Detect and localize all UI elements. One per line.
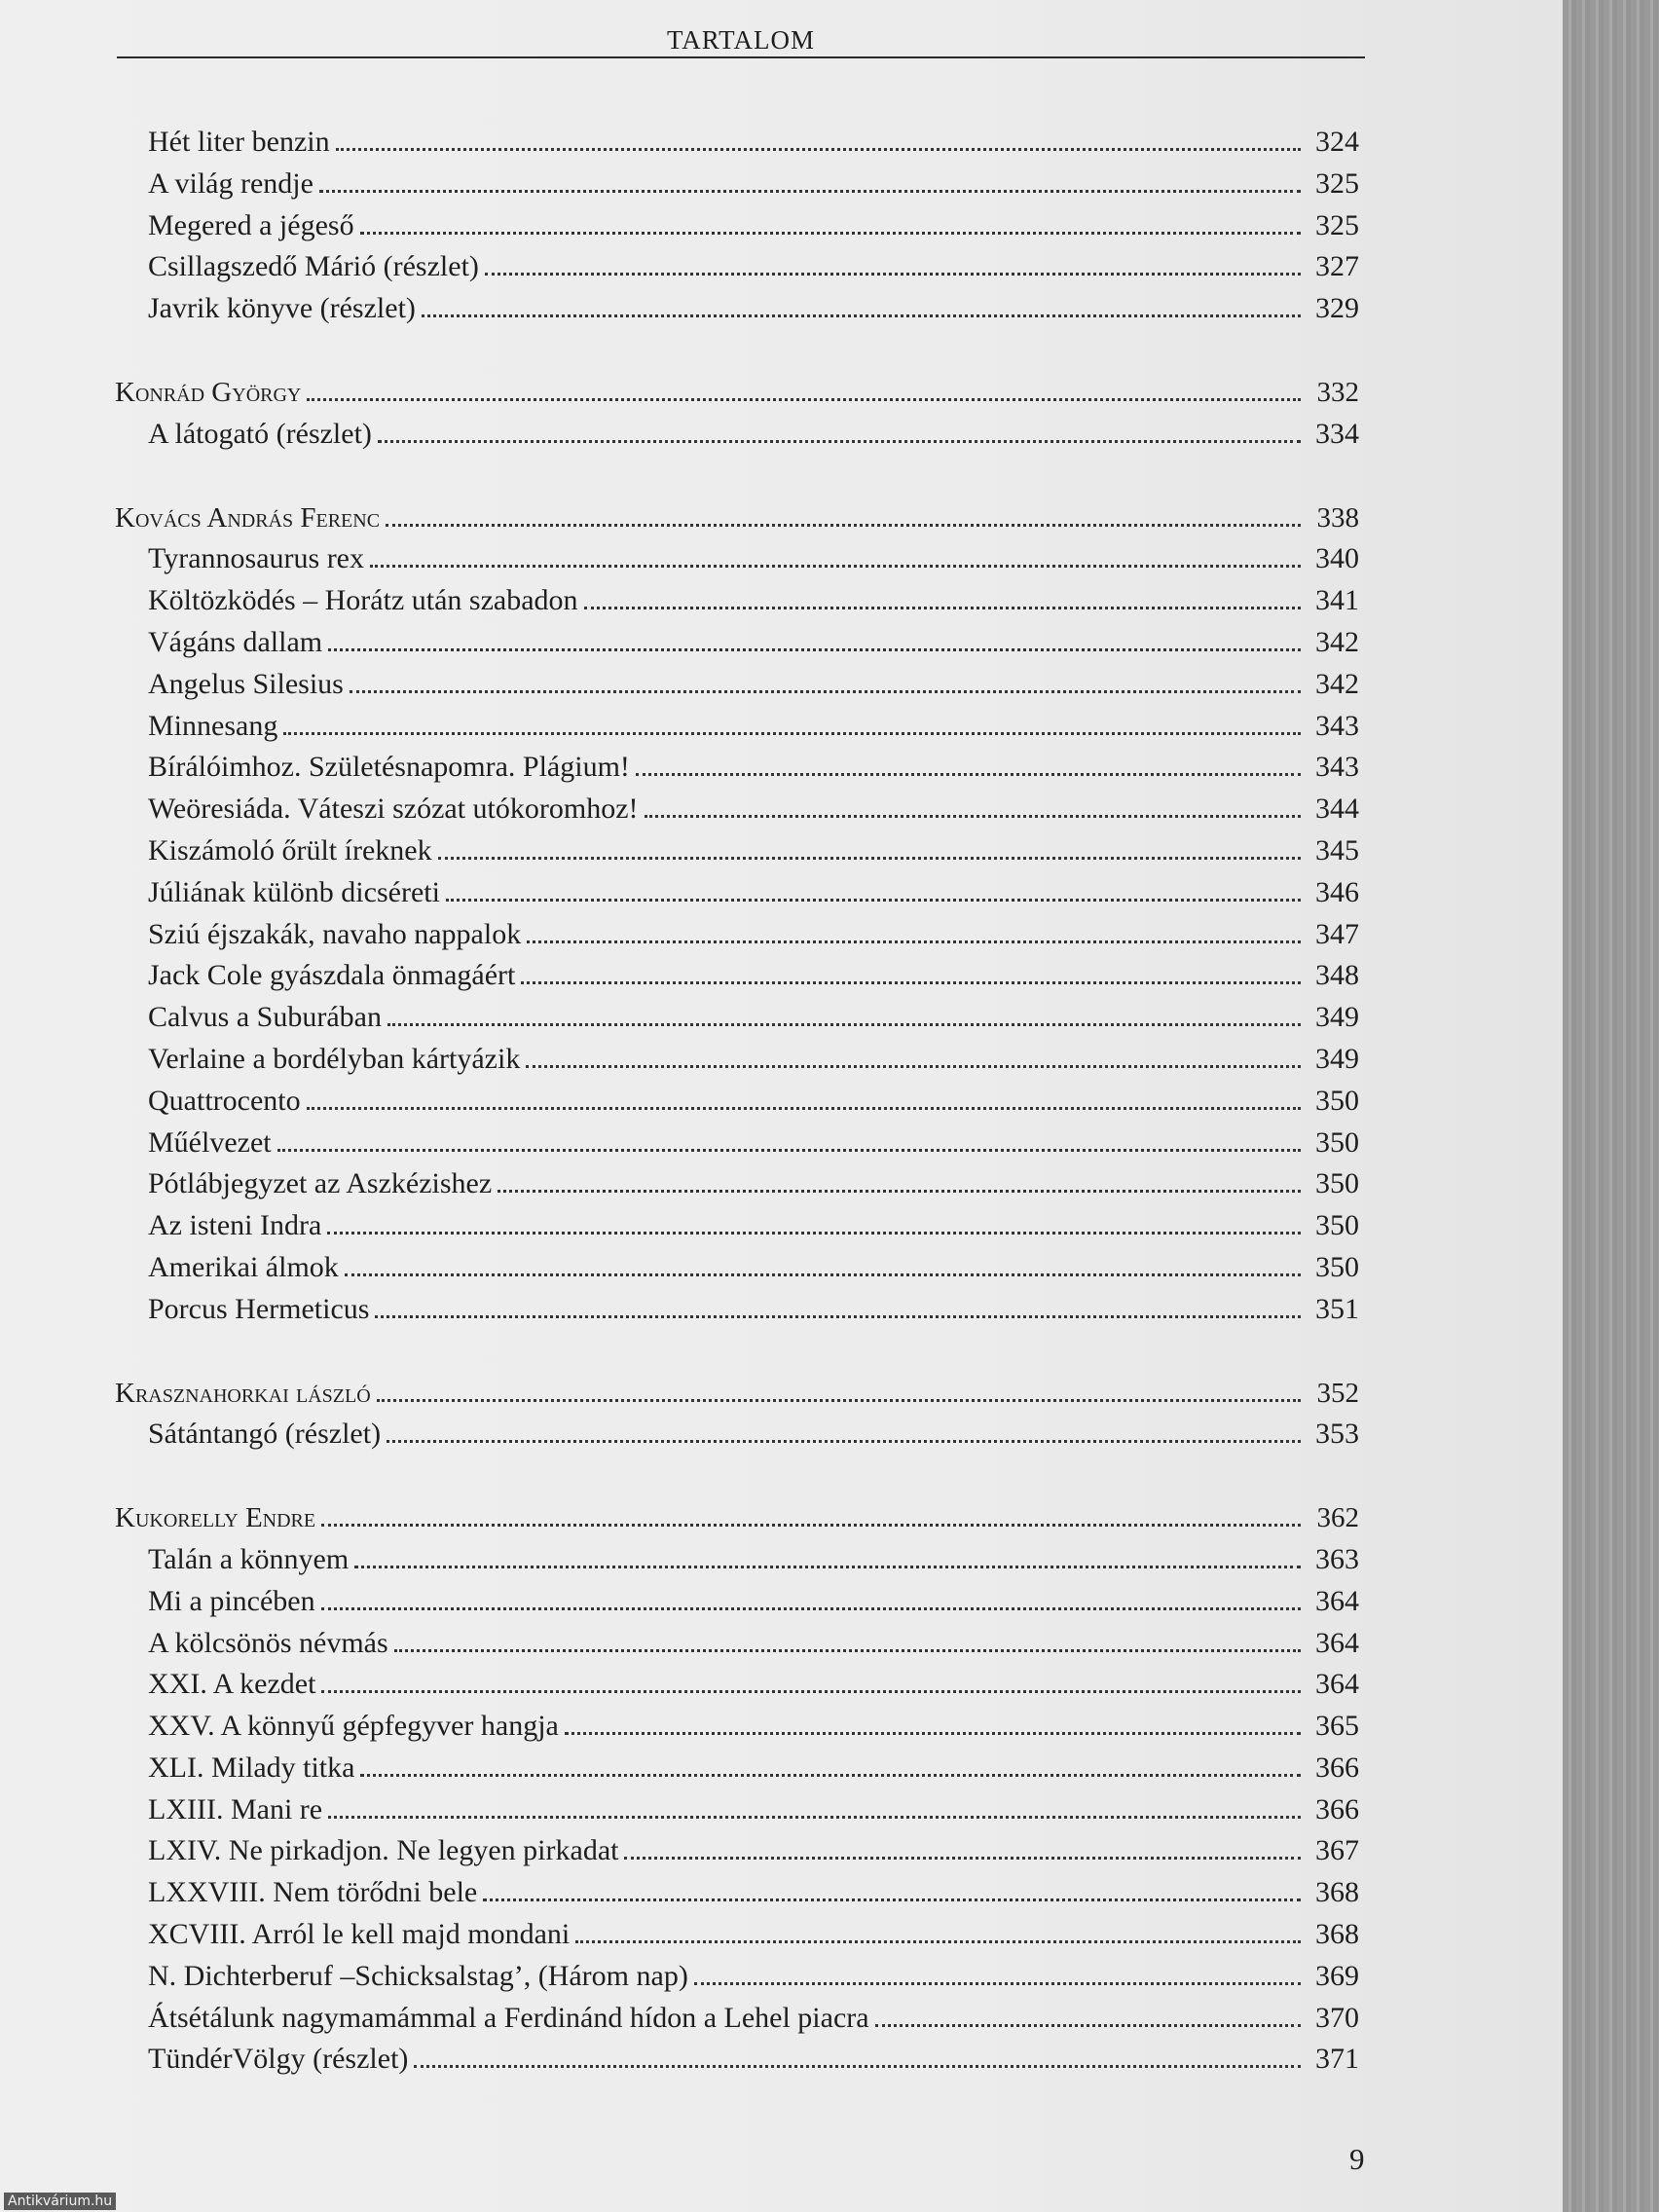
toc-author-page: 362 [1316,1502,1359,1534]
toc-entry-page: 353 [1315,1418,1359,1451]
toc-entry-page: 370 [1315,2001,1359,2034]
toc-entry-page: 364 [1315,1626,1359,1659]
toc-entry [115,1247,1359,1289]
toc-entry [115,580,1359,622]
toc-entry-page: 368 [1315,1876,1359,1909]
toc-entry-title: Weöresiáda. Váteszi szózat utókoromhoz! [148,793,639,826]
dot-leader [321,1516,1301,1527]
dot-leader [527,933,1301,943]
toc-entry-title: A látogató (részlet) [148,417,372,450]
toc-entry-title: Csillagszedő Márió (részlet) [148,250,479,283]
toc-entry [115,914,1359,956]
dot-leader [327,1224,1301,1235]
dot-leader [875,2016,1301,2027]
toc-entry [115,1581,1359,1623]
toc-entry [115,1830,1359,1872]
toc-entry-title: Mi a pincében [148,1584,315,1617]
dot-leader [350,682,1301,693]
toc-entry [115,1123,1359,1164]
toc-entry-title: Vágáns dallam [148,625,323,658]
toc-entry-page: 349 [1315,1001,1359,1034]
toc-entry-title: Angelus Silesius [148,667,344,700]
toc-author-title: Krasznahorkai lászló [115,1377,371,1409]
toc-entry-page: 365 [1315,1710,1359,1743]
dot-leader [498,1182,1301,1193]
toc-entry-page: 347 [1315,917,1359,950]
toc-entry [115,830,1359,872]
toc-entry [115,664,1359,706]
toc-author-title: Kovács András Ferenc [115,501,381,534]
toc-entry-page: 371 [1315,2043,1359,2076]
toc-entry-title: A kölcsönös névmás [148,1626,388,1659]
dot-leader [307,390,1301,401]
page-edge [1563,0,1659,2212]
toc-entry [115,1956,1359,1998]
toc-entry-title: Átsétálunk nagymamámmal a Ferdinánd hídon a Lehel piacra [148,2001,869,2034]
toc-entry-title: Amerikai álmok [148,1250,339,1283]
dot-leader [360,1766,1301,1777]
dot-leader [483,1891,1301,1901]
dot-leader [321,1600,1301,1610]
toc-entry-title: Minnesang [148,709,278,742]
dot-leader [354,1558,1301,1568]
toc-entry-page: 366 [1315,1792,1359,1825]
toc-entry [115,1039,1359,1081]
toc-entry [115,997,1359,1039]
toc-entry-page: 349 [1315,1042,1359,1075]
toc-entry-page: 351 [1315,1292,1359,1325]
dot-leader [565,1724,1301,1735]
toc-entry-page: 348 [1315,959,1359,992]
dot-leader [394,1641,1301,1652]
dot-leader [370,557,1301,568]
toc-entry-title: Kiszámoló őrült íreknek [148,833,432,866]
dot-leader [624,1849,1301,1860]
toc-entry-page: 340 [1315,542,1359,575]
toc-entry [115,1914,1359,1956]
toc-entry [115,955,1359,997]
toc-entry [115,1664,1359,1706]
toc-entry-page: 343 [1315,751,1359,784]
toc-entry [115,1998,1359,2040]
dot-leader [645,807,1301,818]
toc-entry-page: 368 [1315,1918,1359,1951]
toc-entry-page: 324 [1315,126,1359,158]
dot-leader [422,307,1301,317]
toc-entry-title: A világ rendje [148,166,313,200]
toc-entry-title: Quattrocento [148,1084,301,1117]
toc-entry [115,1748,1359,1789]
dot-leader [377,1391,1301,1402]
dot-leader [345,1266,1301,1276]
toc-entry-page: 363 [1315,1542,1359,1575]
dot-leader [283,724,1301,735]
toc-entry-title: Bírálóimhoz. Születésnapomra. Plágium! [148,751,630,784]
dot-leader [414,2057,1301,2068]
dot-leader [485,265,1301,276]
toc-entry [115,246,1359,288]
toc-entry-page: 350 [1315,1125,1359,1159]
toc-entry [115,1289,1359,1331]
toc-entry-page: 369 [1315,1959,1359,1992]
table-of-contents [115,122,1359,2081]
dot-leader [387,1015,1301,1026]
toc-entry-title: LXIV. Ne pirkadjon. Ne legyen pirkadat [148,1834,619,1867]
toc-entry-title: Sátántangó (részlet) [148,1418,382,1451]
toc-entry-title: Pótlábjegyzet az Aszkézishez [148,1167,493,1200]
dot-leader [694,1974,1301,1985]
toc-entry-title: Verlaine a bordélyban kártyázik [148,1042,521,1075]
toc-entry [115,1205,1359,1247]
dot-leader [328,641,1301,651]
toc-entry [115,622,1359,664]
toc-entry-page: 327 [1315,250,1359,283]
toc-entry-title: Jack Cole gyászdala önmagáért [148,959,516,992]
dot-leader [387,1432,1301,1443]
toc-entry-page: 350 [1315,1084,1359,1117]
toc-entry-page: 350 [1315,1250,1359,1283]
toc-entry-title: LXIII. Mani re [148,1792,323,1825]
toc-entry [115,1623,1359,1665]
dot-leader [360,224,1301,235]
toc-entry-page: 325 [1315,208,1359,241]
toc-entry-title: Műélvezet [148,1125,272,1159]
dot-leader [378,432,1301,443]
toc-entry [115,2039,1359,2081]
toc-entry [115,164,1359,205]
toc-entry [115,122,1359,164]
toc-entry-title: Tyrannosaurus rex [148,542,364,575]
toc-entry [115,288,1359,330]
running-header: TARTALOM [666,25,816,55]
toc-entry-title: TündérVölgy (részlet) [148,2043,409,2076]
dot-leader [584,599,1301,609]
toc-author [115,1373,1359,1415]
toc-entry-page: 364 [1315,1668,1359,1701]
dot-leader [438,849,1301,860]
toc-entry [115,747,1359,789]
toc-entry-page: 346 [1315,875,1359,908]
page-number: 9 [1349,2142,1365,2176]
toc-entry-page: 343 [1315,709,1359,742]
toc-author-title: Konrád György [115,376,302,408]
toc-entry-title: XLI. Milady titka [148,1751,355,1784]
dot-leader [277,1141,1301,1152]
toc-entry-title: Javrik könyve (részlet) [148,292,416,325]
toc-entry-page: 344 [1315,793,1359,826]
toc-entry-title: Költözködés – Horátz után szabadon [148,584,578,617]
toc-author-title: Kukorelly Endre [115,1502,316,1534]
toc-entry [115,1414,1359,1456]
toc-entry-title: Az isteni Indra [148,1209,322,1242]
toc-entry-title: Talán a könnyem [148,1542,350,1575]
toc-entry-title: Calvus a Suburában [148,1001,382,1034]
dot-leader [336,140,1301,151]
toc-entry-title: LXXVIII. Nem törődni bele [148,1876,478,1909]
dot-leader [446,891,1301,902]
toc-entry-title: Hét liter benzin [148,126,330,158]
toc-entry-title: N. Dichterberuf –Schicksalstag’, (Három nap) [148,1959,688,1992]
toc-entry-page: 350 [1315,1167,1359,1200]
toc-entry [115,538,1359,580]
dot-leader [521,974,1301,984]
toc-entry-page: 334 [1315,417,1359,450]
toc-entry [115,1539,1359,1581]
dot-leader [307,1099,1301,1110]
toc-entry-page: 342 [1315,667,1359,700]
toc-entry-page: 329 [1315,292,1359,325]
dot-leader [328,1808,1301,1819]
toc-author [115,498,1359,539]
dot-leader [375,1308,1301,1318]
toc-entry [115,205,1359,247]
toc-entry-title: Porcus Hermeticus [148,1292,370,1325]
toc-author [115,372,1359,414]
dot-leader [636,765,1301,776]
toc-entry-page: 366 [1315,1751,1359,1784]
toc-entry [115,1789,1359,1831]
dot-leader [319,182,1301,193]
toc-entry-title: XXV. A könnyű gépfegyver hangja [148,1710,559,1743]
watermark: Antikvárium.hu [4,2193,116,2210]
toc-entry-title: Júliának különb dicséreti [148,875,440,908]
toc-entry [115,1706,1359,1748]
toc-entry-page: 367 [1315,1834,1359,1867]
toc-entry-page: 350 [1315,1209,1359,1242]
toc-entry [115,1163,1359,1205]
toc-entry-title: XCVIII. Arról le kell majd mondani [148,1918,571,1951]
toc-author-page: 332 [1316,376,1359,408]
toc-entry-page: 341 [1315,584,1359,617]
toc-entry [115,872,1359,914]
dot-leader [575,1933,1301,1943]
dot-leader [526,1057,1301,1068]
toc-entry-title: XXI. A kezdet [148,1668,316,1701]
toc-entry-title: Megered a jégeső [148,208,354,241]
toc-author-page: 352 [1316,1377,1359,1409]
toc-entry [115,1872,1359,1914]
toc-entry [115,1081,1359,1123]
toc-author-page: 338 [1316,501,1359,534]
toc-entry-page: 364 [1315,1584,1359,1617]
toc-entry [115,414,1359,456]
header-rule [117,56,1365,58]
toc-entry-page: 325 [1315,166,1359,200]
toc-entry-page: 342 [1315,625,1359,658]
toc-entry [115,789,1359,830]
dot-leader [386,516,1301,527]
dot-leader [321,1682,1301,1693]
toc-entry-page: 345 [1315,833,1359,866]
toc-author [115,1497,1359,1539]
toc-entry [115,706,1359,748]
toc-entry-title: Sziú éjszakák, navaho nappalok [148,917,522,950]
